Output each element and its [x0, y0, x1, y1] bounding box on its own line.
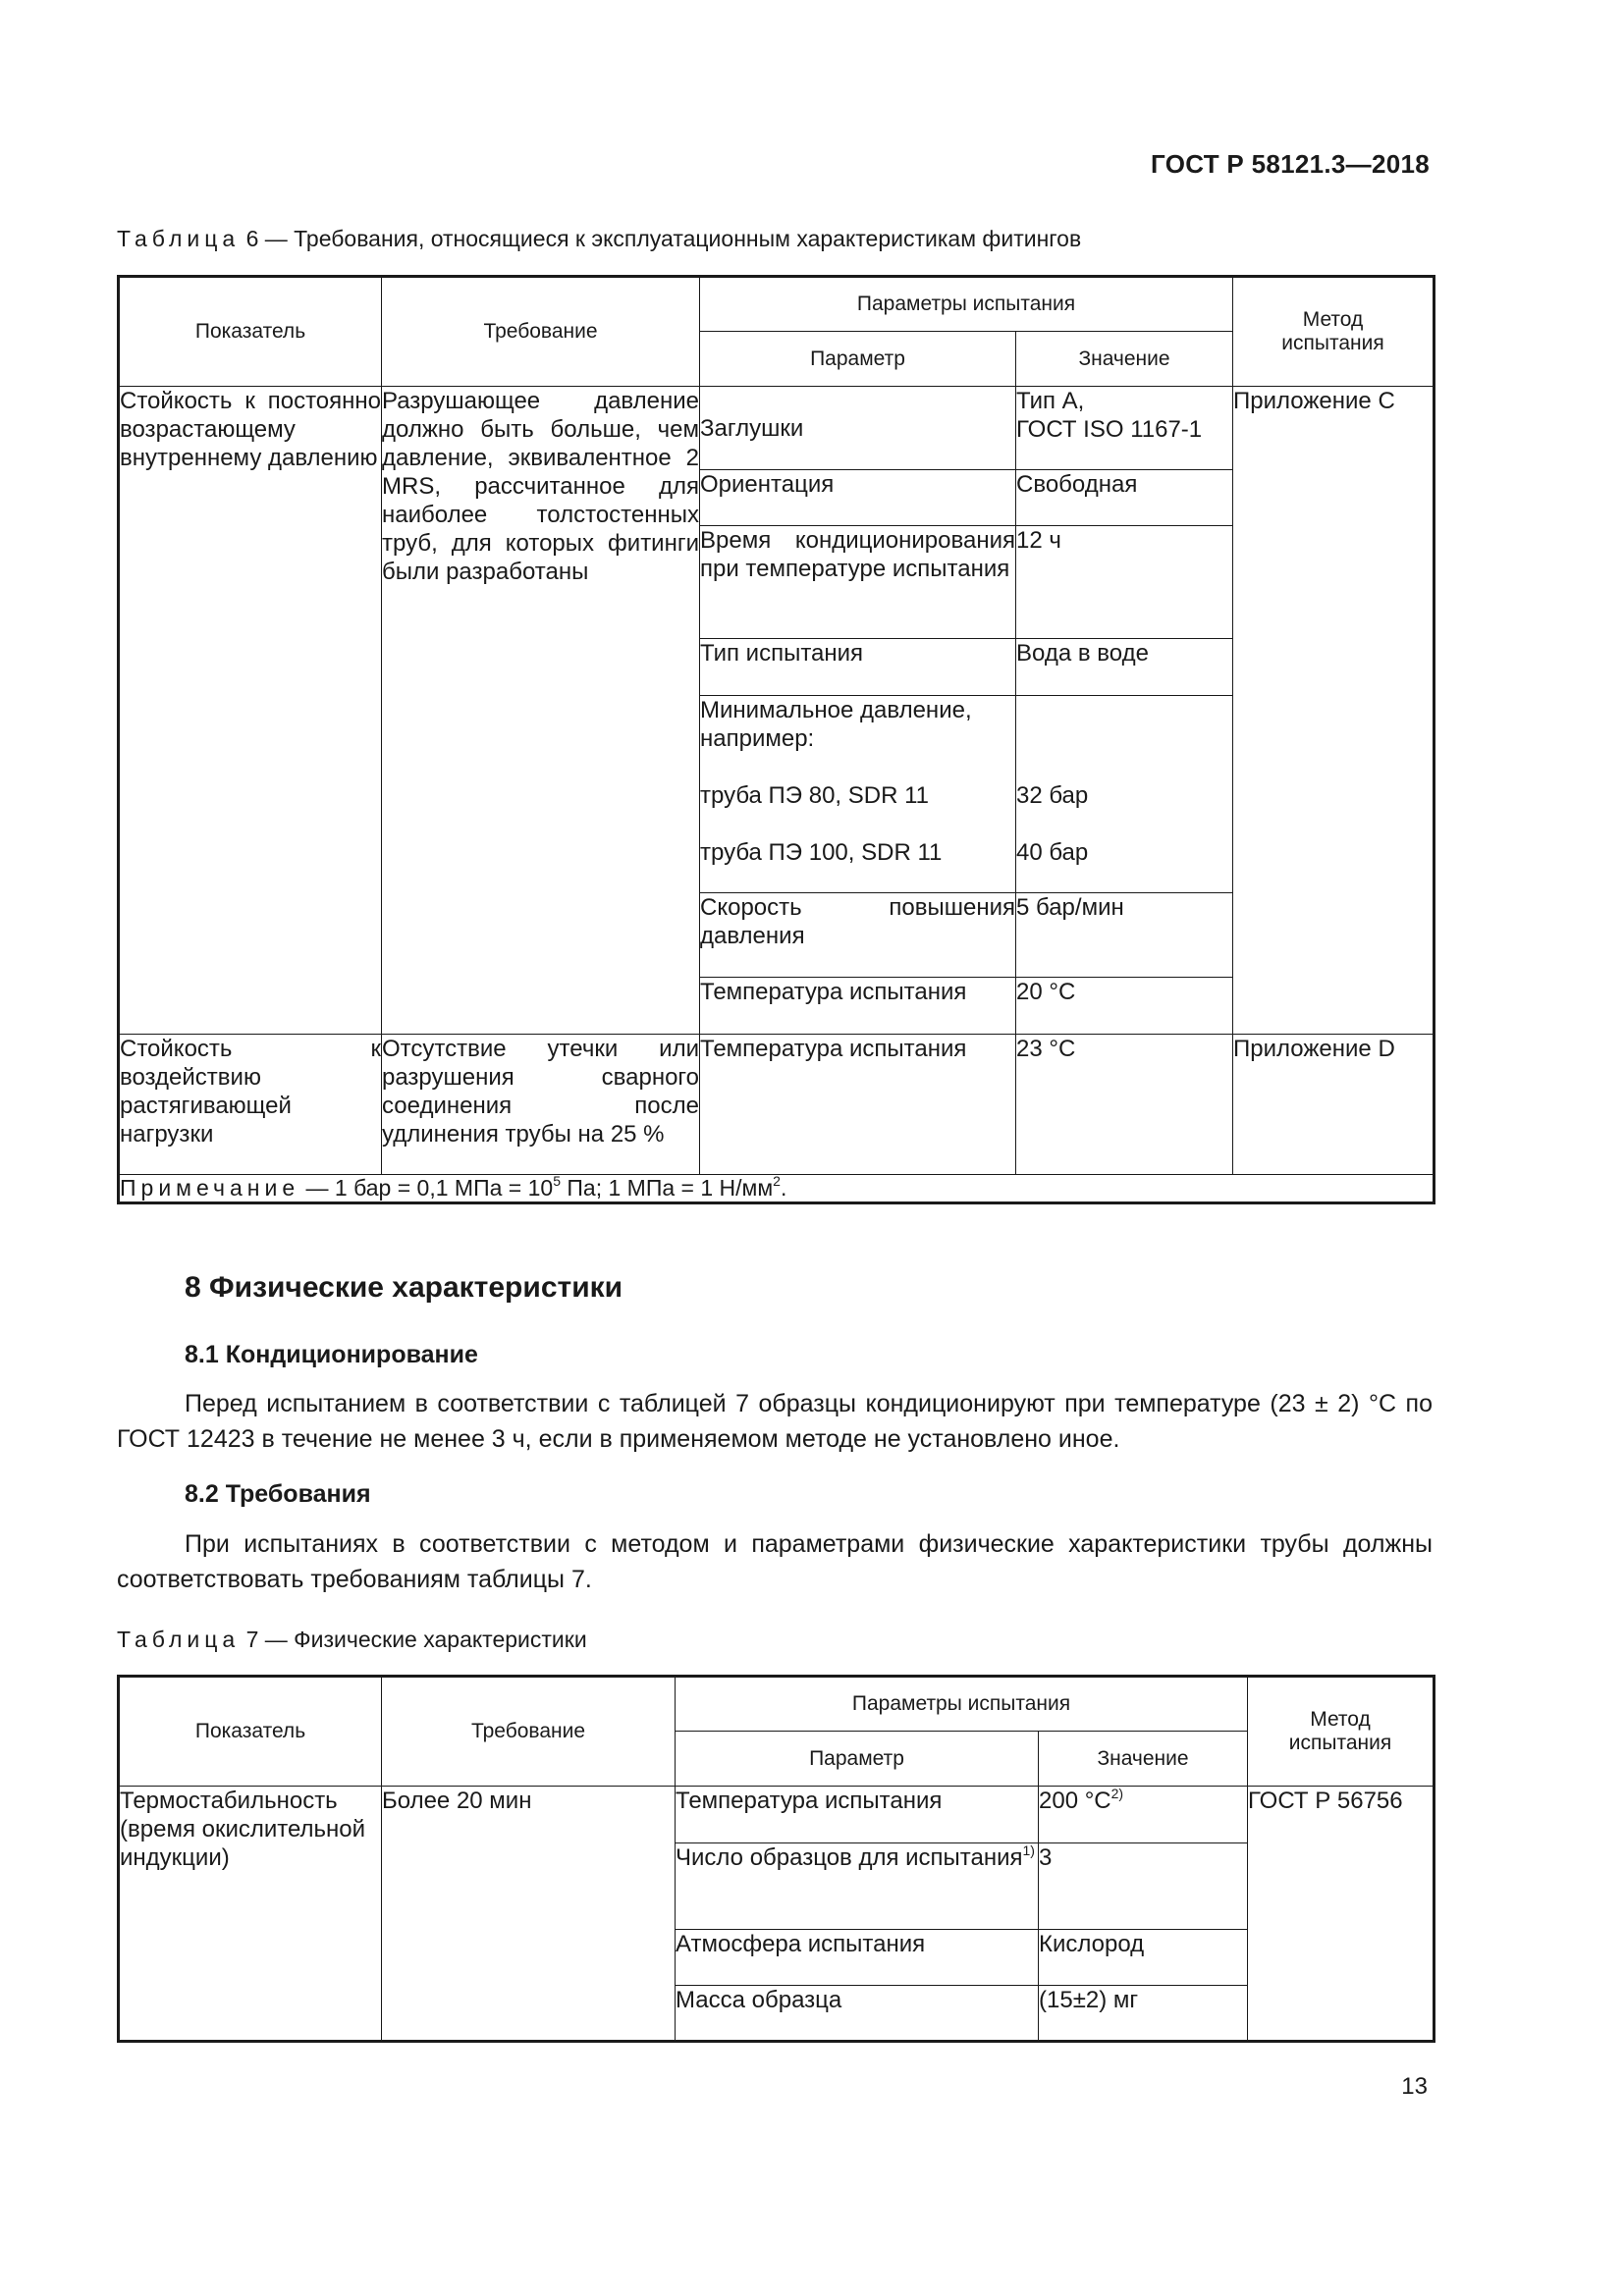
table6-param-test-type: Тип испытания: [700, 639, 1016, 696]
section8-title: 8 Физические характеристики: [185, 1271, 623, 1304]
table6-row2-method: Приложение D: [1233, 1035, 1435, 1175]
table6-row1-indicator: Стойкость к постоянно возрастающему внутреннему давлению: [119, 387, 382, 1035]
table6-row2-indicator: Стойкость к воздействию растягивающей нагрузки: [119, 1035, 382, 1175]
table7-param-sample-count: [676, 1843, 1039, 1930]
section82-title: 8.2 Требования: [185, 1480, 371, 1508]
table7-value-temperature-footnote: 2): [1110, 1786, 1124, 1801]
table7-header-param: Параметр: [676, 1732, 1039, 1787]
table6-row1-method: Приложение С: [1233, 387, 1435, 1035]
table7-header-test-params: Параметры испытания: [676, 1677, 1248, 1732]
table6-header-method: Метод испытания: [1233, 277, 1435, 387]
table6-note: [119, 1175, 1435, 1203]
table7-param-sample-count-footnote: 1): [1022, 1842, 1035, 1858]
section82-text: При испытаниях в соответствии с методом и параметрами физические характеристики трубы должны соответствовать требованиям таблицы 7.: [117, 1530, 1433, 1593]
table7-value-sample-count: 3: [1039, 1843, 1248, 1930]
table7-header-method: Метод испытания: [1248, 1677, 1435, 1787]
table6-header-test-params: Параметры испытания: [700, 277, 1233, 332]
table7-row1-method: ГОСТ Р 56756: [1248, 1787, 1435, 2042]
section81-paragraph: [117, 1386, 1433, 1457]
table6-note-text-b: Па; 1 МПа = 1 Н/мм: [560, 1175, 774, 1201]
table6-value-caps-line1: Тип А,: [1016, 388, 1085, 414]
table7-caption-text: 7 — Физические характеристики: [240, 1627, 587, 1652]
table7-row1-requirement: Более 20 мин: [382, 1787, 676, 2042]
table6-row1-requirement: Разрушающее давление должно быть больше, чем давление, эквивалентное 2 MRS, рассчитанное для наиболее толстостенных труб, для которых фитинги были разработаны: [382, 387, 700, 1035]
table6-caption: [117, 226, 1081, 252]
table6-value-conditioning: 12 ч: [1016, 526, 1233, 639]
table6-pe100-value: 40 бар: [1016, 839, 1089, 866]
page-number: 13: [1401, 2073, 1428, 2100]
table6-param-caps: Заглушки: [700, 387, 1016, 470]
table6-param-temperature: Температура испытания: [700, 978, 1016, 1035]
table6-note-text-a: — 1 бар = 0,1 МПа = 10: [299, 1175, 554, 1201]
table6-value-min-pressure: [1016, 696, 1233, 893]
table7-caption-word: Таблица: [117, 1627, 241, 1652]
table7-row1-indicator: Термостабильность (время окислительной индукции): [119, 1787, 382, 2042]
table6-param-min-pressure: [700, 696, 1016, 893]
table6: [117, 275, 1435, 1204]
table6-caption-text: 6 — Требования, относящиеся к эксплуатационным характеристикам фитингов: [240, 226, 1082, 251]
table6-note-text-c: .: [780, 1175, 787, 1201]
table7-param-temperature: Температура испытания: [676, 1787, 1039, 1843]
table6-header-param: Параметр: [700, 332, 1016, 387]
document-code: ГОСТ Р 58121.3—2018: [1151, 149, 1430, 179]
table6-value-temperature: 20 °С: [1016, 978, 1233, 1035]
table7-param-sample-count-text: Число образцов для испытания: [676, 1844, 1023, 1871]
table7-value-mass: (15±2) мг: [1039, 1986, 1248, 2042]
table6-param-pressure-rate: Скорость повышения давления: [700, 893, 1016, 978]
table7-param-atmosphere: Атмосфера испытания: [676, 1930, 1039, 1986]
table7-header-value: Значение: [1039, 1732, 1248, 1787]
table6-row2-requirement: Отсутствие утечки или разрушения сварного соединения после удлинения трубы на 25 %: [382, 1035, 700, 1175]
table6-header-indicator: Показатель: [119, 277, 382, 387]
table6-pe80-value: 32 бар: [1016, 782, 1089, 809]
table6-caption-word: Таблица: [117, 226, 241, 251]
table6-value-test-type: Вода в воде: [1016, 639, 1233, 696]
table7-value-temperature-text: 200 °С: [1039, 1788, 1111, 1814]
table7-header-requirement: Требование: [382, 1677, 676, 1787]
table7: [117, 1675, 1435, 2043]
table7-value-atmosphere: Кислород: [1039, 1930, 1248, 1986]
table7-caption: [117, 1627, 587, 1653]
section82-paragraph: [117, 1526, 1433, 1597]
table6-note-word: Примечание: [120, 1175, 300, 1201]
table6-value-caps: [1016, 387, 1233, 470]
table7-header-indicator: Показатель: [119, 1677, 382, 1787]
table6-note-sup-a: 5: [553, 1173, 561, 1189]
table6-param-orientation: Ориентация: [700, 470, 1016, 526]
table6-pe100-label: труба ПЭ 100, SDR 11: [700, 839, 943, 866]
table6-value-caps-line2: ГОСТ ISO 1167-1: [1016, 416, 1203, 443]
table7-param-mass: Масса образца: [676, 1986, 1039, 2042]
section81-text: Перед испытанием в соответствии с таблицей 7 образцы кондиционируют при температуре (23 ± 2) °С по ГОСТ 12423 в течение не менее 3 ч, если в применяемом методе не установлено иное.: [117, 1390, 1433, 1453]
table6-value-pressure-rate: 5 бар/мин: [1016, 893, 1233, 978]
section81-title: 8.1 Кондиционирование: [185, 1341, 478, 1368]
table6-note-sup-b: 2: [773, 1173, 781, 1189]
table6-header-value: Значение: [1016, 332, 1233, 387]
table6-pe80-label: труба ПЭ 80, SDR 11: [700, 782, 930, 809]
table6-header-requirement: Требование: [382, 277, 700, 387]
table6-value-orientation: Свободная: [1016, 470, 1233, 526]
table6-param-conditioning: Время кондиционирования при температуре испытания: [700, 526, 1016, 639]
table6-min-pressure-label: Минимальное давление, например:: [700, 697, 972, 752]
table6-row2-param: Температура испытания: [700, 1035, 1016, 1175]
table6-row2-value: 23 °С: [1016, 1035, 1233, 1175]
table7-value-temperature: [1039, 1787, 1248, 1843]
